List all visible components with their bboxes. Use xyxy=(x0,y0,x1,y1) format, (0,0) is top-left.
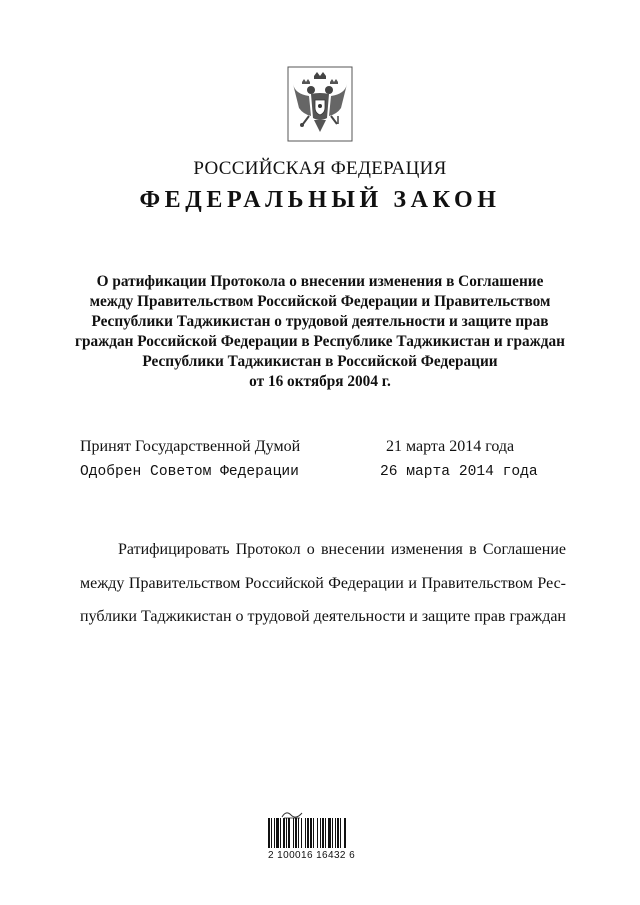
barcode-bar xyxy=(320,818,321,848)
body-text-line: публики Таджикистан о трудовой деятельности и защите прав граждан xyxy=(80,608,566,625)
coat-of-arms-emblem xyxy=(287,66,353,142)
barcode-bar xyxy=(271,818,272,848)
barcode-bar xyxy=(283,818,285,848)
barcode-bar xyxy=(288,818,290,848)
title-line: между Правительством Российской Федерации и Правительством xyxy=(89,293,551,310)
country-heading: РОССИЙСКАЯ ФЕДЕРАЦИЯ xyxy=(193,158,447,179)
barcode-bar xyxy=(310,818,312,848)
barcode-bar xyxy=(274,818,275,848)
title-line: от 16 октября 2004 г. xyxy=(249,373,391,390)
barcode-bar xyxy=(293,818,294,848)
law-title xyxy=(60,272,580,392)
barcode-bar xyxy=(301,818,302,848)
title-line: граждан Российской Федерации в Республике Таджикистан и граждан xyxy=(75,333,565,350)
body-text-line: Ратифицировать Протокол о внесении изменения в Соглашение xyxy=(118,541,566,558)
barcode-number: 2 100016 16432 6 xyxy=(268,850,356,861)
document-type-heading: ФЕДЕРАЛЬНЫЙ ЗАКОН xyxy=(139,187,501,213)
barcode-bar xyxy=(276,818,279,848)
barcode-bar xyxy=(335,818,336,848)
title-line: О ратификации Протокола о внесении изменения в Соглашение xyxy=(96,273,544,290)
small-stamp-mark xyxy=(281,806,303,816)
approved-by-federation-council-label: Одобрен Советом Федерации xyxy=(80,464,299,480)
barcode-bar xyxy=(337,818,339,848)
adopted-by-duma-label: Принят Государственной Думой xyxy=(80,438,301,455)
barcode-bar xyxy=(286,818,287,848)
barcode-bar xyxy=(305,818,306,848)
barcode-bar xyxy=(340,818,341,848)
body-text-line: между Правительством Российской Федерации и Правительством Рес- xyxy=(80,575,566,592)
barcode-bar xyxy=(280,818,281,848)
barcode-bar xyxy=(325,818,326,848)
barcode-bar xyxy=(332,818,333,848)
barcode-bar xyxy=(268,818,270,848)
title-line: Республики Таджикистан о трудовой деятельности и защите прав xyxy=(91,313,549,330)
barcode-bar xyxy=(317,818,318,848)
barcode-bar xyxy=(307,818,309,848)
barcode-bar xyxy=(328,818,331,848)
barcode-bar xyxy=(344,818,346,848)
title-line: Республики Таджикистан в Российской Федерации xyxy=(142,353,498,370)
barcode-bar xyxy=(322,818,324,848)
barcode-bar xyxy=(298,818,299,848)
barcode xyxy=(268,818,376,848)
barcode-bar xyxy=(295,818,297,848)
barcode-bar xyxy=(313,818,314,848)
approved-by-federation-council-date: 26 марта 2014 года xyxy=(380,464,538,480)
adopted-by-duma-date: 21 марта 2014 года xyxy=(386,438,515,455)
